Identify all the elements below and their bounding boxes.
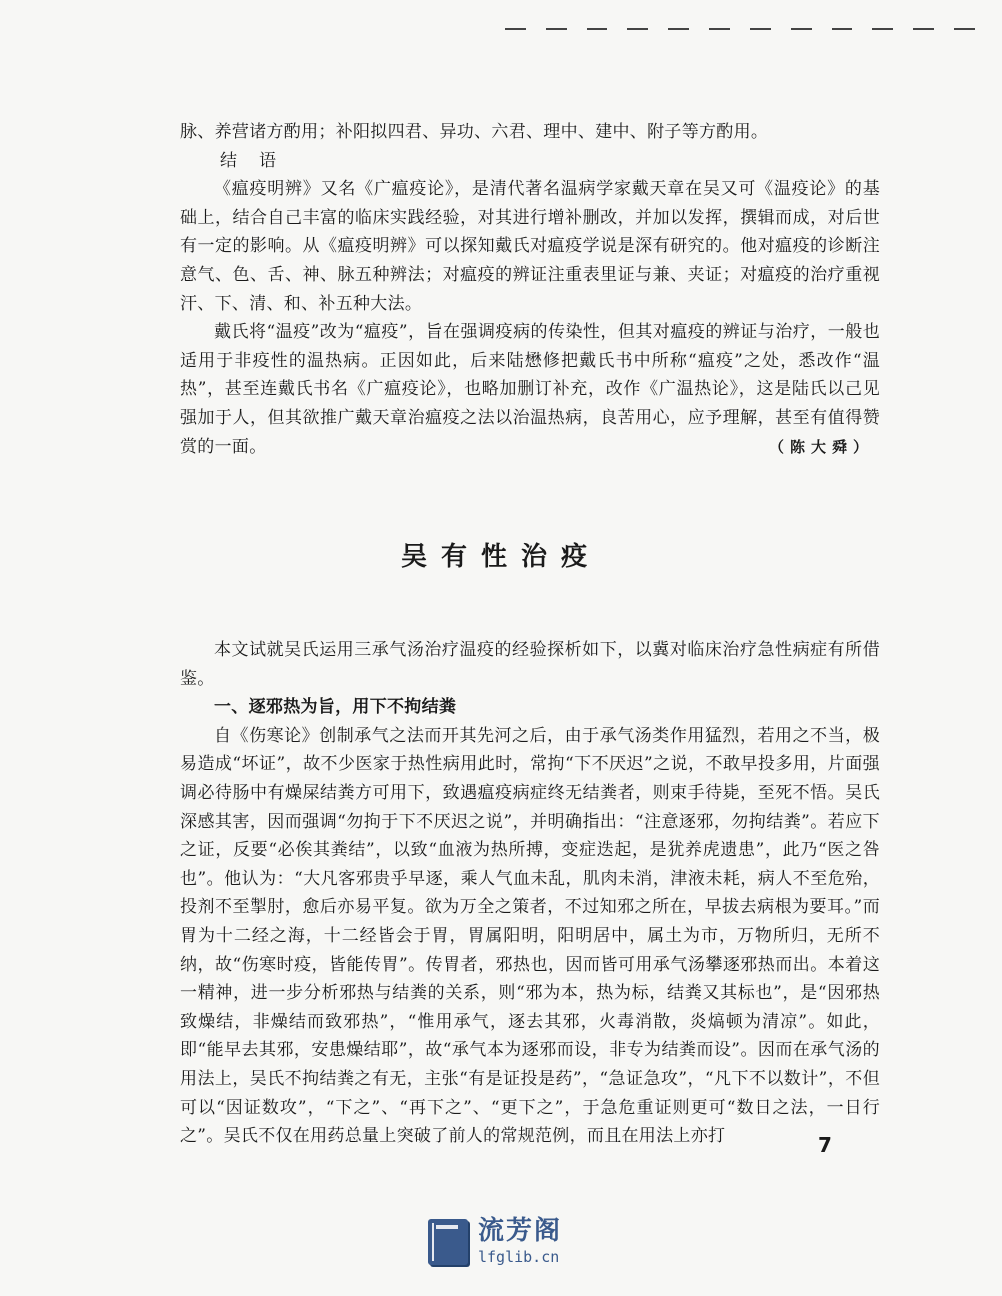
continuation-line: 脉、养营诸方酌用；补阳拟四君、异功、六君、理中、建中、附子等方酌用。 <box>180 122 769 142</box>
article-title: 吴有性治疫 <box>400 542 601 572</box>
previous-article-ending <box>180 118 880 461</box>
author-signature: （陈大舜） <box>768 438 874 456</box>
watermark-title: 流芳阁 <box>478 1216 563 1246</box>
watermark-url: lfglib.cn <box>478 1248 560 1266</box>
section-body: 自《伤寒论》创制承气之法而开其先河之后，由于承气汤类作用猛烈，若用之不当，极易造成“坏证”，故不少医家于热性病用此时，常拘“下不厌迟”之说，不敢早投多用，片面强调必待肠中有燥屎结粪方可用下，致遇瘟疫病症终无结粪者，则束手待毙，至死不悟。吴氏深感其害，因而强调“勿拘于下不厌迟之说”，并明确指出：“注意逐邪，勿拘结粪”。若应下之证，反要“必俟其粪结”，以致“血液为热所搏，变症迭起，是犹养虎遗患”，此乃“医之咎也”。他认为：“大凡客邪贵乎早逐，乘人气血未乱，肌肉未消，津液未耗，病人不至危殆，投剂不至掣肘，愈后亦易平复。欲为万全之策者，不过知邪之所在，早拔去病根为要耳。”而胃为十二经之海，十二经皆会于胃，胃属阳明，阳明居中，属土为市，万物所归，无所不纳，故“伤寒时疫，皆能传胃”。传胃者，邪热也，因而皆可用承气汤攀逐邪热而出。本着这一精神，进一步分析邪热与结粪的关系，则“邪为本，热为标，结粪又其标也”，是“因邪热致燥结，非燥结而致邪热”，“惟用承气，逐去其邪，火毒消散，炎熇顿为清凉”。如此，即“能早去其邪，安患燥结耶”，故“承气本为逐邪而设，非专为结粪而设”。因而在承气汤的用法上，吴氏不拘结粪之有无，主张“有是证投是药”，“急证急攻”，“凡下不以数计”，不但可以“因证数攻”，“下之”、“再下之”、“更下之”，于急危重证则更可“数日之法，一日行之”。吴氏不仅在用药总量上突破了前人的常规范例，而且在用法上亦打 <box>180 725 880 1147</box>
closing-heading: 结语 <box>220 150 298 171</box>
article-intro: 本文试就吴氏运用三承气汤治疗温疫的经验探析如下，以冀对临床治疗急性病症有所借鉴。 <box>180 640 880 689</box>
article-body <box>180 636 880 1151</box>
closing-paragraph-1: 《瘟疫明辨》又名《广瘟疫论》，是清代著名温病学家戴天章在吴又可《温疫论》的基础上，结合自己丰富的临床实践经验，对其进行增补删改，并加以发挥，撰辑而成，对后世有一定的影响。从《瘟疫明辨》可以探知戴氏对瘟疫学说是深有研究的。他对瘟疫的诊断注意气、色、舌、神、脉五种辨法；对瘟疫的辨证注重表里证与兼、夹证；对瘟疫的治疗重视汗、下、清、和、补五种大法。 <box>180 179 880 314</box>
book-icon <box>428 1219 468 1265</box>
header-dash-line <box>505 28 975 32</box>
site-watermark <box>428 1218 562 1265</box>
page-number: 7 <box>818 1133 832 1157</box>
section-heading: 一、逐邪热为旨，用下不拘结粪 <box>214 697 457 718</box>
closing-paragraph-2: 戴氏将“温疫”改为“瘟疫”，旨在强调疫病的传染性，但其对瘟疫的辨证与治疗，一般也适用于非疫性的温热病。正因如此，后来陆懋修把戴氏书中所称“瘟疫”之处，悉改作“温热”，甚至连戴氏书名《广瘟疫论》，也略加删订补充，改作《广温热论》，这是陆氏以己见强加于人，但其欲推广戴天章治瘟疫之法以治温热病，良苦用心，应予理解，甚至有值得赞赏的一面。 <box>180 322 880 457</box>
